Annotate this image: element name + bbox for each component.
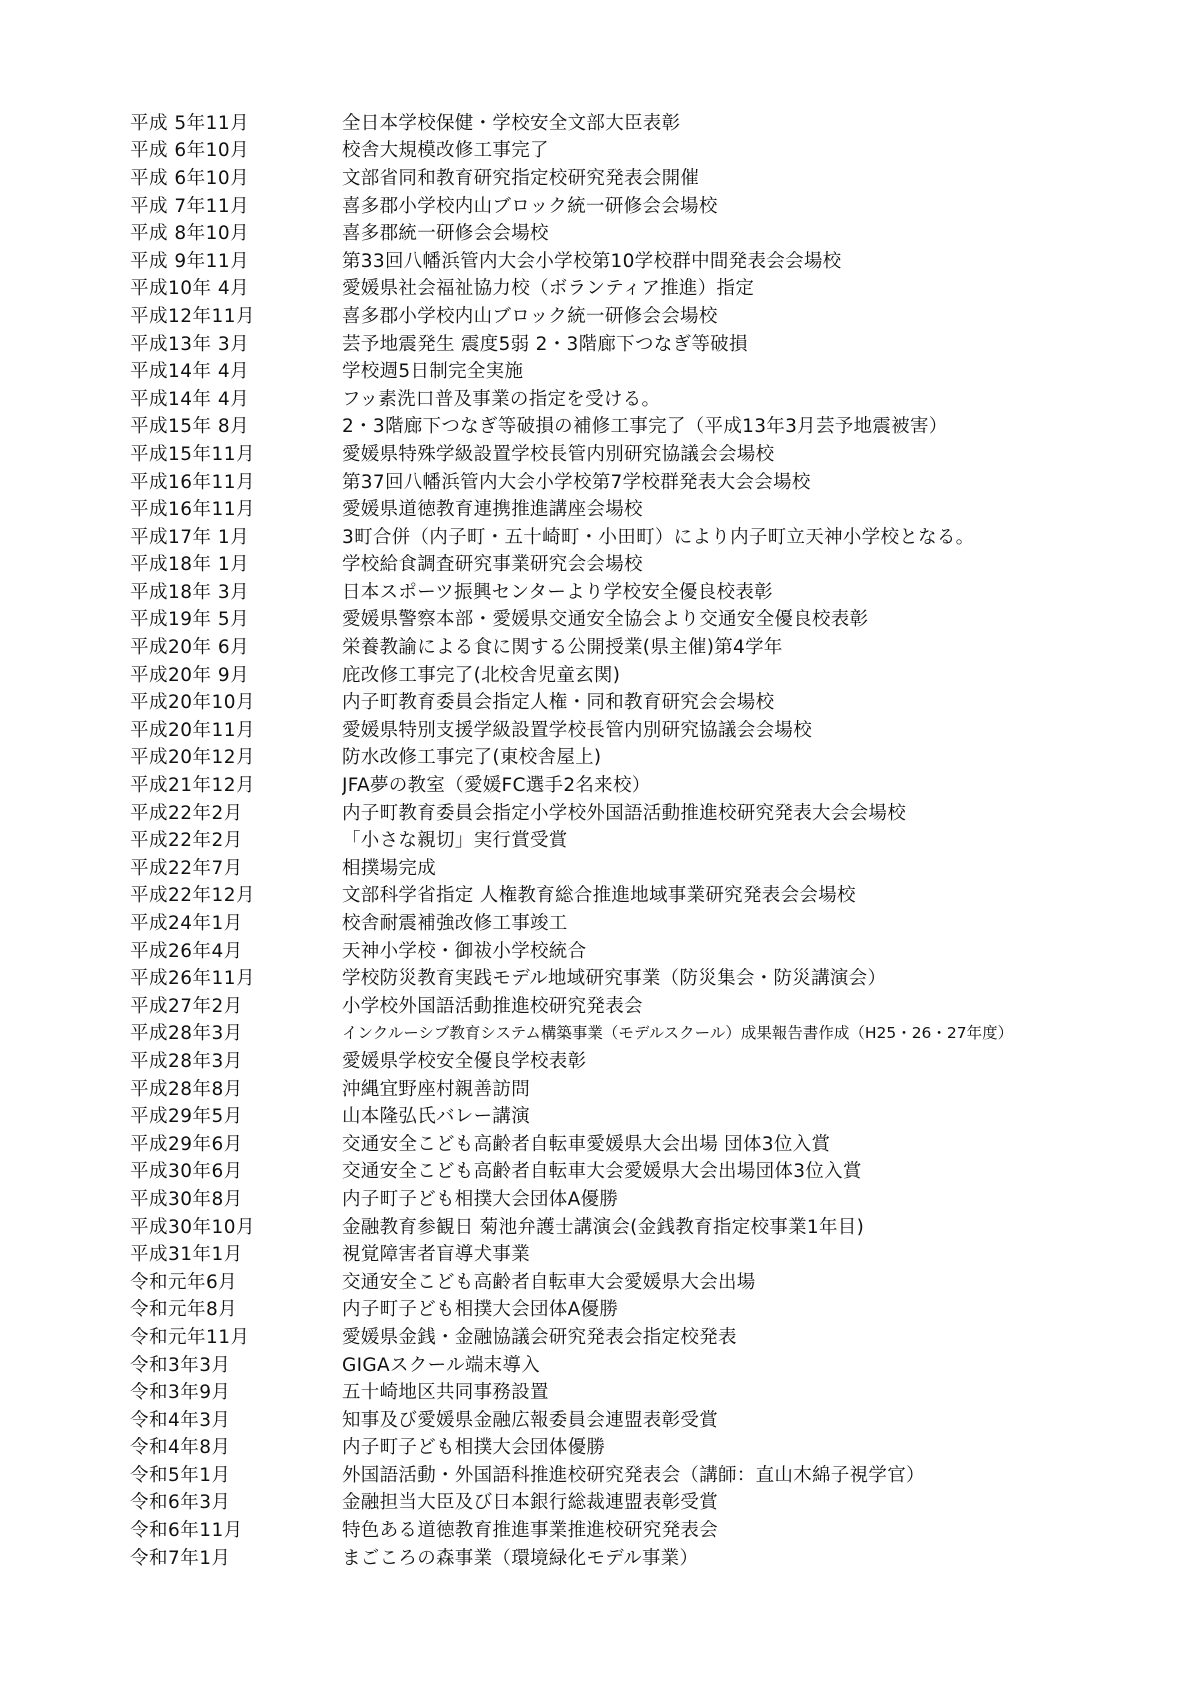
history-date: 令和元年6月 xyxy=(130,1271,238,1293)
history-row xyxy=(130,908,1130,936)
history-row xyxy=(130,1488,1130,1516)
history-row xyxy=(130,1460,1130,1488)
history-event: 学校防災教育実践モデル地域研究事業（防災集会・防災講演会） xyxy=(342,968,887,990)
history-date: 令和5年1月 xyxy=(130,1464,231,1486)
history-event: 内子町教育委員会指定人権・同和教育研究会会場校 xyxy=(342,692,775,714)
history-event: まごころの森事業（環境緑化モデル事業） xyxy=(342,1547,699,1569)
history-date: 令和7年1月 xyxy=(130,1547,231,1569)
history-date: 平成28年3月 xyxy=(130,1050,243,1072)
history-date: 令和3年9月 xyxy=(130,1382,231,1404)
history-date: 平成22年12月 xyxy=(130,885,256,907)
history-event: 天神小学校・御祓小学校統合 xyxy=(342,940,587,962)
history-date: 令和元年11月 xyxy=(130,1326,250,1348)
history-event: 校舎耐震補強改修工事竣工 xyxy=(342,913,568,935)
history-row xyxy=(130,577,1130,605)
history-row xyxy=(130,798,1130,826)
history-date: 平成20年 9月 xyxy=(130,664,250,686)
history-row xyxy=(130,605,1130,633)
history-date: 平成15年 8月 xyxy=(130,416,250,438)
history-event: 金融教育参観日 菊池弁護士講演会(金銭教育指定校事業1年目) xyxy=(342,1216,865,1238)
history-row xyxy=(130,191,1130,219)
history-row xyxy=(130,494,1130,522)
history-date: 平成30年10月 xyxy=(130,1216,256,1238)
history-event: 山本隆弘氏バレー講演 xyxy=(342,1106,531,1128)
history-row xyxy=(130,991,1130,1019)
history-event: 栄養教諭による食に関する公開授業(県主催)第4学年 xyxy=(342,637,783,659)
history-row xyxy=(130,743,1130,771)
history-row xyxy=(130,1184,1130,1212)
history-row xyxy=(130,274,1130,302)
history-event: 相撲場完成 xyxy=(342,857,437,879)
history-date: 平成30年8月 xyxy=(130,1188,243,1210)
history-date: 平成20年 6月 xyxy=(130,637,250,659)
history-date: 平成17年 1月 xyxy=(130,526,250,548)
history-event: GIGAスクール端末導入 xyxy=(342,1354,541,1376)
history-row xyxy=(130,246,1130,274)
history-date: 平成 9年11月 xyxy=(130,250,250,272)
history-date: 平成29年5月 xyxy=(130,1106,243,1128)
history-event: 「小さな親切」実行賞受賞 xyxy=(342,830,568,852)
history-date: 平成 6年10月 xyxy=(130,167,250,189)
history-row xyxy=(130,1322,1130,1350)
history-date: 令和6年3月 xyxy=(130,1492,231,1514)
history-row xyxy=(130,1543,1130,1571)
history-date: 平成20年11月 xyxy=(130,719,256,741)
history-event: 五十崎地区共同事務設置 xyxy=(342,1382,549,1404)
history-row xyxy=(130,660,1130,688)
history-date: 平成14年 4月 xyxy=(130,388,250,410)
history-event: 学校給食調査研究事業研究会会場校 xyxy=(342,554,643,576)
history-date: 令和4年8月 xyxy=(130,1437,231,1459)
history-event: 校舎大規模改修工事完了 xyxy=(342,140,549,162)
history-row xyxy=(130,522,1130,550)
history-row xyxy=(130,715,1130,743)
history-event: 内子町子ども相撲大会団体A優勝 xyxy=(342,1299,619,1321)
history-row xyxy=(130,1515,1130,1543)
history-row xyxy=(130,1101,1130,1129)
history-date: 令和4年3月 xyxy=(130,1409,231,1431)
history-event: 愛媛県社会福祉協力校（ボランティア推進）指定 xyxy=(342,278,755,300)
history-event: 第37回八幡浜管内大会小学校第7学校群発表大会会場校 xyxy=(342,471,811,493)
history-event: 喜多郡小学校内山ブロック統一研修会会場校 xyxy=(342,305,718,327)
history-row xyxy=(130,881,1130,909)
history-row xyxy=(130,936,1130,964)
history-row xyxy=(130,687,1130,715)
history-row xyxy=(130,439,1130,467)
history-event: 金融担当大臣及び日本銀行総裁連盟表彰受賞 xyxy=(342,1492,719,1514)
history-event: インクルーシブ教育システム構築事業（モデルスクール）成果報告書作成（H25・26・27年度） xyxy=(342,1024,1014,1043)
history-date: 平成31年1月 xyxy=(130,1244,243,1266)
history-date: 平成 5年11月 xyxy=(130,112,250,134)
history-row xyxy=(130,1074,1130,1102)
history-date: 平成22年2月 xyxy=(130,830,243,852)
history-row xyxy=(130,1046,1130,1074)
history-row xyxy=(130,467,1130,495)
history-row xyxy=(130,963,1130,991)
history-date: 平成10年 4月 xyxy=(130,278,250,300)
history-event: 2・3階廊下つなぎ等破損の補修工事完了（平成13年3月芸予地震被害） xyxy=(342,416,948,438)
history-event: 愛媛県学校安全優良学校表彰 xyxy=(342,1050,587,1072)
history-row xyxy=(130,770,1130,798)
history-event: 文部省同和教育研究指定校研究発表会開催 xyxy=(342,167,700,189)
history-date: 平成28年3月 xyxy=(130,1023,243,1045)
history-date: 平成 8年10月 xyxy=(130,223,250,245)
school-history-list xyxy=(130,108,1130,1570)
history-row xyxy=(130,163,1130,191)
history-date: 平成14年 4月 xyxy=(130,361,250,383)
history-row xyxy=(130,412,1130,440)
history-event: 沖縄宜野座村親善訪問 xyxy=(342,1078,531,1100)
history-date: 平成26年11月 xyxy=(130,968,256,990)
history-date: 平成22年7月 xyxy=(130,857,243,879)
history-date: 平成19年 5月 xyxy=(130,609,250,631)
history-date: 平成13年 3月 xyxy=(130,333,250,355)
history-date: 平成30年6月 xyxy=(130,1161,243,1183)
history-event: 愛媛県警察本部・愛媛県交通安全協会より交通安全優良校表彰 xyxy=(342,609,869,631)
history-event: 外国語活動・外国語科推進校研究発表会（講師：直山木綿子視学官） xyxy=(342,1464,925,1486)
history-event: 芸予地震発生 震度5弱 2・3階廊下つなぎ等破損 xyxy=(342,333,748,355)
history-event: 第33回八幡浜管内大会小学校第10学校群中間発表会会場校 xyxy=(342,250,842,272)
history-row xyxy=(130,1239,1130,1267)
history-event: 庇改修工事完了(北校舎児童玄関) xyxy=(342,664,621,686)
history-event: 交通安全こども高齢者自転車大会愛媛県大会出場 xyxy=(342,1271,756,1293)
history-row xyxy=(130,1433,1130,1461)
history-row xyxy=(130,1405,1130,1433)
history-event: 特色ある道徳教育推進事業推進校研究発表会 xyxy=(342,1520,719,1542)
history-event: 愛媛県金銭・金融協議会研究発表会指定校発表 xyxy=(342,1326,737,1348)
history-date: 平成 6年10月 xyxy=(130,140,250,162)
history-date: 平成18年 1月 xyxy=(130,554,250,576)
history-date: 平成24年1月 xyxy=(130,913,243,935)
history-row xyxy=(130,108,1130,136)
history-row xyxy=(130,1267,1130,1295)
history-row xyxy=(130,825,1130,853)
history-date: 平成28年8月 xyxy=(130,1078,243,1100)
history-event: 交通安全こども高齢者自転車愛媛県大会出場 団体3位入賞 xyxy=(342,1133,831,1155)
history-event: 視覚障害者盲導犬事業 xyxy=(342,1244,531,1266)
history-row xyxy=(130,1019,1130,1047)
history-date: 平成21年12月 xyxy=(130,775,256,797)
history-event: 日本スポーツ振興センターより学校安全優良校表彰 xyxy=(342,581,773,603)
history-event: 喜多郡小学校内山ブロック統一研修会会場校 xyxy=(342,195,718,217)
history-row xyxy=(130,136,1130,164)
history-date: 平成12年11月 xyxy=(130,305,256,327)
history-row xyxy=(130,301,1130,329)
history-row xyxy=(130,384,1130,412)
history-row xyxy=(130,1350,1130,1378)
history-date: 平成15年11月 xyxy=(130,443,256,465)
history-event: 防水改修工事完了(東校舎屋上) xyxy=(342,747,602,769)
history-event: 小学校外国語活動推進校研究発表会 xyxy=(342,995,643,1017)
history-date: 令和3年3月 xyxy=(130,1354,231,1376)
history-date: 平成 7年11月 xyxy=(130,195,250,217)
history-date: 令和元年8月 xyxy=(130,1299,238,1321)
history-event: 3町合併（内子町・五十崎町・小田町）により内子町立天神小学校となる。 xyxy=(342,526,975,548)
history-event: 喜多郡統一研修会会場校 xyxy=(342,223,549,245)
history-row xyxy=(130,1212,1130,1240)
history-event: JFA夢の教室（愛媛FC選手2名来校） xyxy=(342,775,651,797)
history-row xyxy=(130,329,1130,357)
history-date: 平成29年6月 xyxy=(130,1133,243,1155)
history-event: フッ素洗口普及事業の指定を受ける。 xyxy=(342,388,661,410)
history-event: 文部科学省指定 人権教育総合推進地域事業研究発表会会場校 xyxy=(342,885,856,907)
history-row xyxy=(130,1129,1130,1157)
history-date: 平成20年10月 xyxy=(130,692,256,714)
history-row xyxy=(130,1377,1130,1405)
history-date: 平成22年2月 xyxy=(130,802,243,824)
history-row xyxy=(130,1157,1130,1185)
history-row xyxy=(130,550,1130,578)
history-event: 愛媛県道徳教育連携推進講座会場校 xyxy=(342,499,643,521)
history-date: 平成20年12月 xyxy=(130,747,256,769)
history-event: 全日本学校保健・学校安全文部大臣表彰 xyxy=(342,112,681,134)
history-date: 平成18年 3月 xyxy=(130,581,250,603)
history-row xyxy=(130,1295,1130,1323)
history-date: 平成26年4月 xyxy=(130,940,243,962)
history-event: 愛媛県特別支援学級設置学校長管内別研究協議会会場校 xyxy=(342,719,813,741)
history-event: 内子町子ども相撲大会団体A優勝 xyxy=(342,1188,619,1210)
history-date: 令和6年11月 xyxy=(130,1520,243,1542)
history-row xyxy=(130,356,1130,384)
history-date: 平成16年11月 xyxy=(130,499,256,521)
history-row xyxy=(130,632,1130,660)
history-date: 平成27年2月 xyxy=(130,995,243,1017)
history-event: 知事及び愛媛県金融広報委員会連盟表彰受賞 xyxy=(342,1409,719,1431)
history-date: 平成16年11月 xyxy=(130,471,256,493)
history-row xyxy=(130,218,1130,246)
history-row xyxy=(130,853,1130,881)
history-event: 内子町教育委員会指定小学校外国語活動推進校研究発表大会会場校 xyxy=(342,802,907,824)
history-event: 学校週5日制完全実施 xyxy=(342,361,524,383)
history-event: 愛媛県特殊学級設置学校長管内別研究協議会会場校 xyxy=(342,443,775,465)
history-event: 交通安全こども高齢者自転車大会愛媛県大会出場団体3位入賞 xyxy=(342,1161,862,1183)
history-event: 内子町子ども相撲大会団体優勝 xyxy=(342,1437,606,1459)
